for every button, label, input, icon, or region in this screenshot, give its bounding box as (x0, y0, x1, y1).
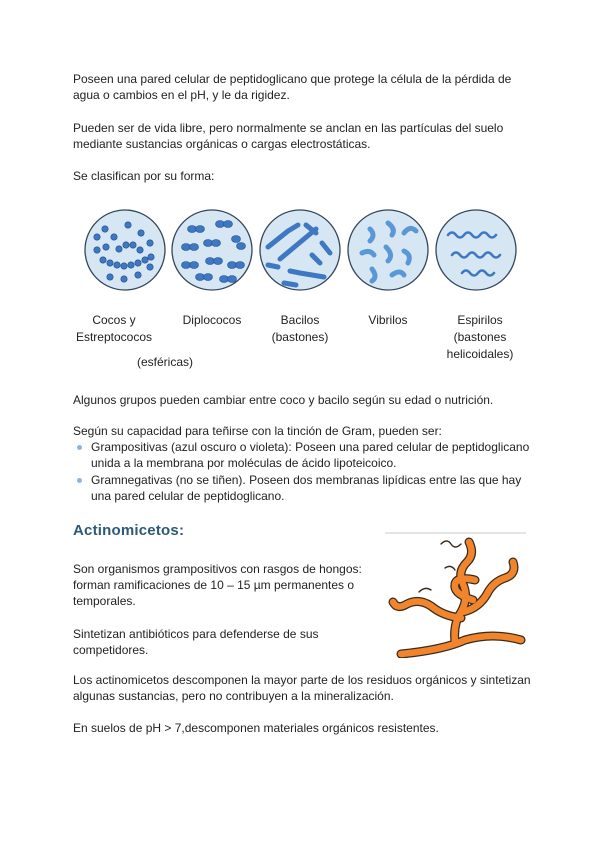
label-espirilos-1: Espirilos (457, 313, 503, 327)
paragraph-vida-libre: Pueden ser de vida libre, pero normalmente se anclan en las partículas del suelo mediante sustancias orgánicas o cargas electrostáticas. (73, 121, 504, 151)
espirilos-circle (436, 210, 516, 290)
paragraph-pared-celular: Poseen una pared celular de peptidoglicano que protege la célula de la pérdida de agua o cambios en el pH, y le da rigidez. (73, 72, 512, 102)
list-item (73, 472, 533, 504)
paragraph-actino-1: Son organismos grampositivos con rasgos de hongos: forman ramificaciones de 10 – 15 µm permanentes o temporales. (73, 562, 362, 608)
section-heading: Actinomicetos: (73, 522, 185, 539)
shape-labels (0, 312, 600, 372)
list-item-text: Gramnegativas (no se tiñen). Poseen dos membranas lipídicas entre las que hay una pared celular de peptidoglicano. (91, 473, 522, 503)
label-cocos-2: Estreptococos (75, 330, 153, 344)
paragraph-clasifican: Se clasifican por su forma: (73, 169, 215, 183)
gram-list (73, 439, 533, 505)
paragraph-actino-4: En suelos de pH > 7,descomponen materiales orgánicos resistentes. (73, 721, 439, 735)
bullet-icon (77, 478, 82, 483)
label-cocos-3: (esféricas) (136, 355, 193, 369)
bacteria-shapes-illustration (0, 205, 600, 300)
label-espirilos-3: helicoidales) (446, 347, 514, 361)
list-item (73, 439, 533, 471)
label-vibrios: Vibrilos (368, 313, 408, 327)
actinomycete-illustration (383, 528, 528, 658)
label-bacilos-2: (bastones) (271, 330, 329, 344)
label-espirilos-2: (bastones (453, 330, 507, 344)
paragraph-actino-2: Sintetizan antibióticos para defenderse de sus competidores. (73, 627, 319, 657)
list-item-text: Grampositivas (azul oscuro o violeta): Poseen una pared celular de peptidoglicano unida a la membrana por moléculas de ácido lipoteicoico. (91, 440, 530, 470)
label-diplococos: Diplococos (182, 313, 242, 327)
label-cocos-1: Cocos y (92, 313, 136, 327)
label-bacilos-1: Bacilos (280, 313, 320, 327)
bullet-icon (77, 445, 82, 450)
paragraph-gram: Según su capacidad para teñirse con la tinción de Gram, pueden ser: (73, 424, 442, 438)
paragraph-grupos: Algunos grupos pueden cambiar entre coco y bacilo según su edad o nutrición. (73, 393, 494, 407)
paragraph-actino-3: Los actinomicetos descomponen la mayor parte de los residuos orgánicos y sintetizan algunas sustancias, pero no contribuyen a la mineralización. (73, 673, 531, 703)
